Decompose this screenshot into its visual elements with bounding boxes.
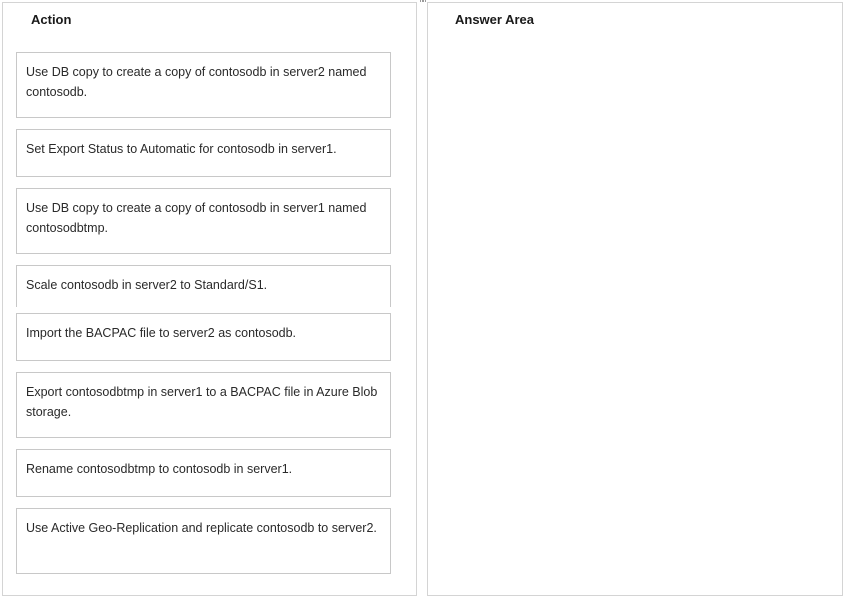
action-item[interactable] — [16, 313, 391, 361]
action-item[interactable] — [16, 188, 391, 254]
action-item-text: Use DB copy to create a copy of contosodb in server1 named contosodbtmp. — [26, 201, 367, 235]
action-item[interactable] — [16, 265, 391, 307]
action-item[interactable] — [16, 372, 391, 438]
action-item-text: Import the BACPAC file to server2 as contosodb. — [26, 326, 297, 340]
action-item-text: Scale contosodb in server2 to Standard/S1. — [26, 278, 268, 292]
action-panel-title: Action — [31, 12, 72, 27]
action-item[interactable] — [16, 508, 391, 574]
action-item-text: Use DB copy to create a copy of contosodb in server2 named contosodb. — [26, 65, 367, 99]
action-item-text: Rename contosodbtmp to contosodb in server1. — [26, 462, 293, 476]
action-item[interactable] — [16, 449, 391, 497]
action-panel — [2, 2, 417, 596]
action-item-text: Export contosodbtmp in server1 to a BACPAC file in Azure Blob storage. — [26, 385, 378, 419]
answer-area-panel[interactable] — [427, 2, 843, 596]
action-item-text: Use Active Geo-Replication and replicate contosodb to server2. — [26, 521, 377, 535]
answer-area-title: Answer Area — [455, 12, 534, 27]
action-item-text: Set Export Status to Automatic for contosodb in server1. — [26, 142, 337, 156]
handle-dot — [420, 0, 421, 2]
action-item[interactable] — [16, 129, 391, 177]
handle-dot — [425, 0, 426, 2]
resize-handle-icon[interactable] — [420, 0, 426, 4]
action-item[interactable] — [16, 52, 391, 118]
handle-dot — [422, 0, 423, 2]
